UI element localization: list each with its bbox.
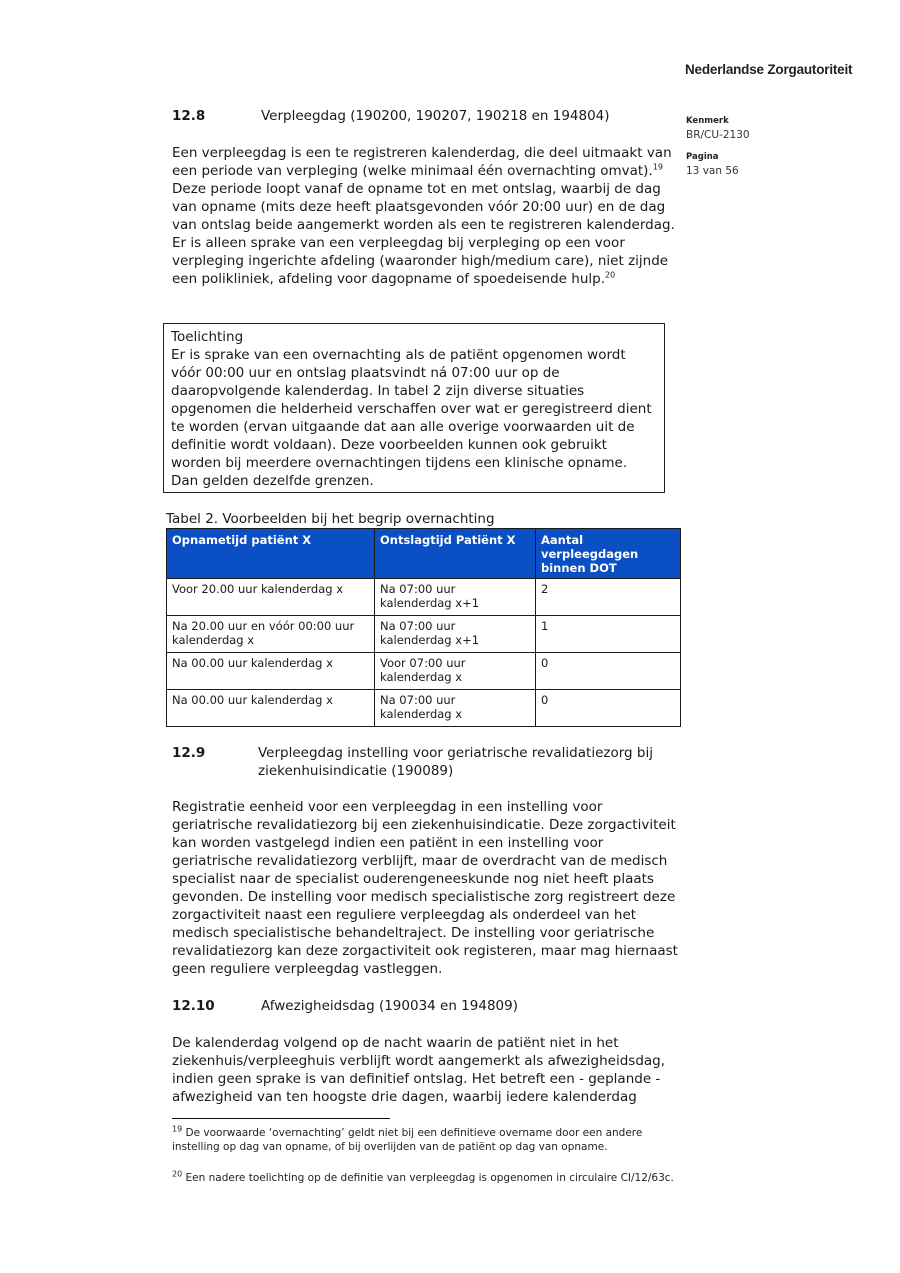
table-cell: Voor 20.00 uur kalenderdag x [167,579,375,616]
overnachting-table [166,528,681,727]
column-header: Ontslagtijd Patiënt X [375,529,536,579]
footnote-ref-19[interactable]: 19 [652,162,663,172]
table-cell: 0 [536,690,681,727]
section-title: Verpleegdag instelling voor geriatrische revalidatiezorg bij ziekenhuisindicatie (190089) [258,745,653,779]
table-cell: Na 07:00 uur kalenderdag x [375,690,536,727]
table-cell: 2 [536,579,681,616]
paragraph-text: Deze periode loopt vanaf de opname tot en met ontslag, waarbij de dag van opname (mits deze heeft plaatsgevonden vóór 20:00 uur) en de dag van ontslag beide aangemerkt worden als een te registreren kalenderdag. Er is alleen sprake van een verpleegdag bij verpleging op een voor verpleging ingerichte afdeling (waaronder high/medium care), niet zijnde een polikliniek, afdeling voor dagopname of spoedeisende hulp. [172,181,675,287]
reference-block [686,114,750,142]
table-row [167,653,681,690]
note-title: Toelichting [171,329,244,345]
section-number: 12.10 [172,998,215,1014]
kenmerk-value: BR/CU-2130 [686,129,750,141]
column-header: Aantal verpleegdagen binnen DOT [536,529,681,579]
column-header: Opnametijd patiënt X [167,529,375,579]
section-number: 12.8 [172,108,206,124]
note-text: Er is sprake van een overnachting als de patiënt opgenomen wordt vóór 00:00 uur en ontslag plaatsvindt ná 07:00 uur op de daaropvolgende kalenderdag. In tabel 2 zijn diverse situaties opgenomen die helderheid verschaffen over wat er geregistreerd dient te worden (ervan uitgaande dat aan alle overige voorwaarden uit de definitie wordt voldaan). Deze voorbeelden kunnen ook gebruikt worden bij meerdere overnachtingen tijdens een klinische opname. Dan gelden dezelfde grenzen. [171,347,652,489]
section-number: 12.9 [172,745,206,761]
footnote-ref-20[interactable]: 20 [605,270,616,280]
paragraph-text: Een verpleegdag is een te registreren kalenderdag, die deel uitmaakt van een periode van verpleging (welke minimaal één overnachting omvat). [172,145,672,179]
kenmerk-label: Kenmerk [686,116,729,126]
table-cell: 1 [536,616,681,653]
pagina-label: Pagina [686,152,719,162]
table-cell: Na 00.00 uur kalenderdag x [167,690,375,727]
section-paragraph-12-10: De kalenderdag volgend op de nacht waarin de patiënt niet in het ziekenhuis/verpleeghuis verblijft wordt aangemerkt als afwezigheidsdag, indien geen sprake is van definitief ontslag. Het betreft een - geplande - afwezigheid van ten hoogste drie dagen, waarbij iedere kalenderdag [172,1035,666,1105]
pagina-value: 13 van 56 [686,165,739,177]
section-title: Verpleegdag (190200, 190207, 190218 en 194804) [261,108,610,124]
section-paragraph-12-8 [172,144,687,288]
table-row [167,690,681,727]
table-row [167,616,681,653]
footnote-text: Een nadere toelichting op de definitie van verpleegdag is opgenomen in circulaire CI/12/63c. [182,1172,674,1184]
page-block [686,150,739,178]
footnote-number: 19 [172,1124,183,1134]
table-cell: Na 07:00 uur kalenderdag x+1 [375,616,536,653]
footnote-divider [172,1118,390,1119]
section-paragraph-12-9: Registratie eenheid voor een verpleegdag in een instelling voor geriatrische revalidatiezorg bij een ziekenhuisindicatie. Deze zorgactiviteit kan worden vastgelegd indien een patiënt in een instelling voor geriatrische revalidatiezorg verblijft, maar de overdracht van de medisch specialist naar de specialist ouderengeneeskunde nog niet heeft plaats gevonden. De instelling voor medisch specialistische zorg registreert deze zorgactiviteit naast een reguliere verpleegdag als onderdeel van het medisch specialistische behandeltraject. De instelling voor geriatrische revalidatiezorg kan deze zorgactiviteit ook registeren, maar mag hiernaast geen reguliere verpleegdag vastleggen. [172,799,678,977]
organization-name: Nederlandse Zorgautoriteit [685,62,853,77]
footnote-text: De voorwaarde ‘overnachting’ geldt niet bij een definitieve overname door een andere instelling op dag van opname, of bij overlijden van de patiënt op dag van opname. [172,1127,643,1153]
section-title: Afwezigheidsdag (190034 en 194809) [261,998,518,1014]
table-cell: Na 20.00 uur en vóór 00:00 uur kalenderdag x [167,616,375,653]
table-row [167,579,681,616]
footnote-19 [172,1126,687,1154]
table-cell: 0 [536,653,681,690]
table-header-row [167,529,681,579]
table-cell: Na 00.00 uur kalenderdag x [167,653,375,690]
footnote-number: 20 [172,1169,183,1179]
note-box [163,323,665,493]
table-cell: Na 07:00 uur kalenderdag x+1 [375,579,536,616]
table-cell: Voor 07:00 uur kalenderdag x [375,653,536,690]
footnote-20 [172,1171,687,1185]
table-caption: Tabel 2. Voorbeelden bij het begrip overnachting [166,511,495,527]
